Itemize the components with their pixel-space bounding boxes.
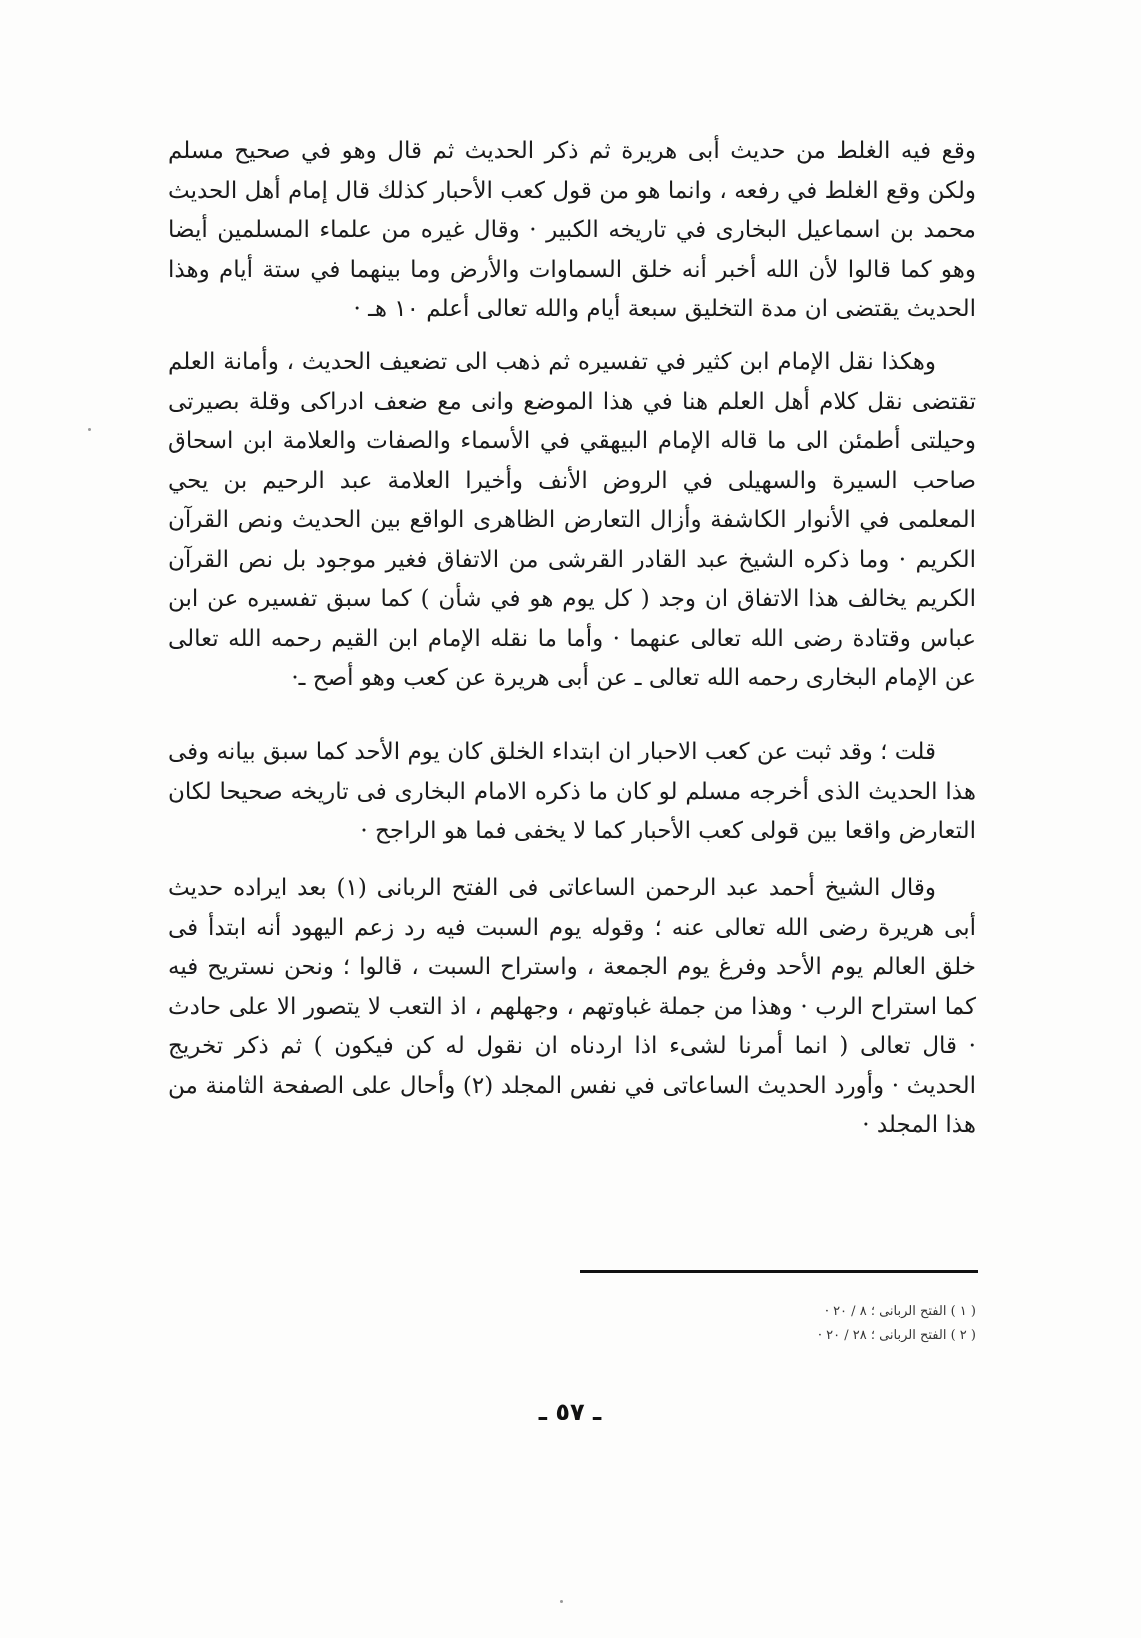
scan-speck — [88, 428, 91, 431]
footnote-item: ( ٢ ) الفتح الربانى ؛ ٢٨ / ٢٠ · — [817, 1328, 976, 1343]
body-paragraph: وهكذا نقل الإمام ابن كثير في تفسيره ثم ذهب الى تضعيف الحديث ، وأمانة العلم تقتضى نقل كلام أهل العلم هنا في هذا الموضع وانى مع ضعف ادراكى وقلة بصيرتى وحيلتى أطمئن الى ما قاله الإمام البيهقي في الأسماء والصفات والعلامة ابن اسحاق صاحب السيرة والسهيلى في الروض الأنف وأخيرا العلامة عبد الرحيم بن يحي المعلمى في الأنوار الكاشفة وأزال التعارض الظاهرى الواقع بين الحديث ونص القرآن الكريم · وما ذكره الشيخ عبد القادر القرشى من الاتفاق فغير موجود بل نص القرآن الكريم يخالف هذا الاتفاق ان وجد ( كل يوم هو في شأن ) كما سبق تفسيره عن ابن عباس وقتادة رضى الله تعالى عنهما · وأما ما نقله الإمام ابن القيم رحمه الله تعالى عن الإمام البخارى رحمه الله تعالى ـ عن أبى هريرة عن كعب وهو أصح ـ· — [168, 349, 976, 691]
body-paragraph: قلت ؛ وقد ثبت عن كعب الاحبار ان ابتداء الخلق كان يوم الأحد كما سبق بيانه وفى هذا الحديث الذى أخرجه مسلم لو كان ما ذكره الامام البخارى فى تاريخه صحيحا لكان التعارض واقعا بين قولى كعب الأحبار كما لا يخفى فما هو الراجح · — [168, 739, 976, 844]
footnotes-section — [616, 1300, 976, 1348]
scan-speck — [560, 1600, 563, 1603]
footnote-item: ( ١ ) الفتح الربانى ؛ ٨ / ٢٠ · — [824, 1304, 976, 1319]
body-paragraph: وقال الشيخ أحمد عبد الرحمن الساعاتى فى الفتح الربانى (١) بعد ايراده حديث أبى هريرة رضى الله تعالى عنه ؛ وقوله يوم السبت فيه رد زعم اليهود أنه ابتدأ فى خلق العالم يوم الأحد وفرغ يوم الجمعة ، واستراح السبت ، قالوا ؛ ونحن نستريح فيه كما استراح الرب · وهذا من جملة غباوتهم ، وجهلهم ، اذ التعب لا يتصور الا على حادث · قال تعالى ( انما أمرنا لشىء اذا اردناه ان نقول له كن فيكون ) ثم ذكر تخريج الحديث · وأورد الحديث الساعاتى في نفس المجلد (٢) وأحال على الصفحة الثامنة من هذا المجلد · — [168, 875, 976, 1138]
body-paragraph: وقع فيه الغلط من حديث أبى هريرة ثم ذكر الحديث ثم قال وهو في صحيح مسلم ولكن وقع الغلط في رفعه ، وانما هو من قول كعب الأحبار كذلك قال إمام أهل الحديث محمد بن اسماعيل البخارى في تاريخه الكبير · وقال غيره من علماء المسلمين أيضا وهو كما قالوا لأن الله أخبر أنه خلق السماوات والأرض وما بينهما في ستة أيام وهذا الحديث يقتضى ان مدة التخليق سبعة أيام والله تعالى أعلم ١٠ هـ · — [168, 138, 976, 322]
footnote-divider — [580, 1270, 978, 1273]
page-number: ـ ٥٧ ـ — [538, 1398, 602, 1426]
